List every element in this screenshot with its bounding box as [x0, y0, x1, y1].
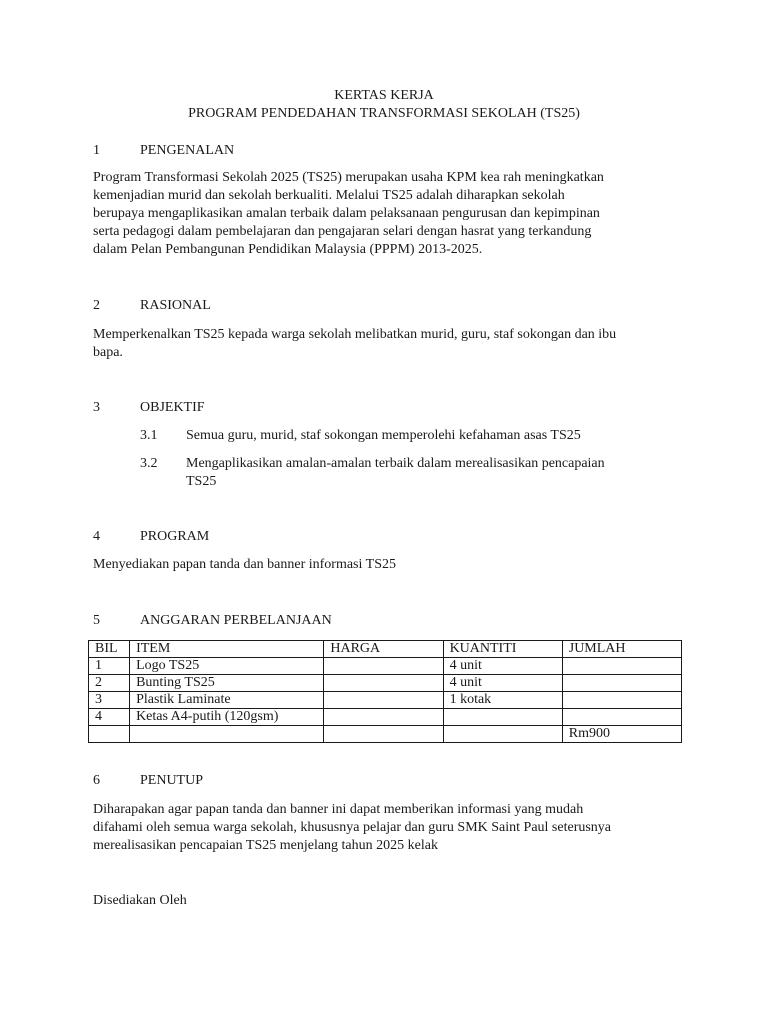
doc-subtitle: PROGRAM PENDEDAHAN TRANSFORMASI SEKOLAH (TS25) — [188, 106, 580, 121]
paragraph-line: berupaya mengaplikasikan amalan terbaik dalam pelaksanaan pengurusan dan kepimpinan — [93, 206, 600, 221]
table-row — [89, 658, 682, 675]
section-number: 2 — [93, 298, 100, 313]
paragraph-line: Menyediakan papan tanda dan banner informasi TS25 — [93, 557, 396, 572]
objective-number: 3.1 — [140, 428, 158, 443]
table-row — [89, 675, 682, 692]
table-cell: 4 unit — [443, 658, 562, 675]
paragraph-line: kemenjadian murid dan sekolah berkualiti. Melalui TS25 adalah diharapkan sekolah — [93, 188, 565, 203]
section-number: 3 — [93, 400, 100, 415]
paragraph-line: dalam Pelan Pembangunan Pendidikan Malaysia (PPPM) 2013-2025. — [93, 242, 483, 257]
table-cell — [443, 726, 562, 743]
paragraph-line: serta pedagogi dalam pembelajaran dan pengajaran selari dengan hasrat yang terkandung — [93, 224, 592, 239]
paragraph-line: Memperkenalkan TS25 kepada warga sekolah melibatkan murid, guru, staf sokongan dan ibu — [93, 327, 617, 342]
table-cell: 4 unit — [443, 675, 562, 692]
table-cell — [562, 692, 681, 709]
section-heading-program: PROGRAM — [140, 529, 210, 544]
table-cell — [324, 709, 443, 726]
table-cell — [130, 726, 324, 743]
table-cell: 4 — [89, 709, 130, 726]
section-heading-intro: PENGENALAN — [140, 143, 235, 158]
paragraph-line: merealisasikan pencapaian TS25 menjelang tahun 2025 kelak — [93, 838, 438, 853]
objective-text: TS25 — [186, 474, 217, 489]
column-header: HARGA — [324, 641, 443, 658]
program-paragraph — [93, 556, 693, 574]
section-number: 4 — [93, 529, 100, 544]
table-row — [89, 692, 682, 709]
intro-paragraph — [93, 169, 693, 259]
table-cell: 2 — [89, 675, 130, 692]
table-cell: Bunting TS25 — [130, 675, 324, 692]
table-total-row — [89, 726, 682, 743]
section-number: 6 — [93, 773, 100, 788]
objective-text: Mengaplikasikan amalan-amalan terbaik dalam merealisasikan pencapaian — [186, 456, 605, 471]
table-cell: 3 — [89, 692, 130, 709]
table-cell — [324, 675, 443, 692]
table-cell: Ketas A4-putih (120gsm) — [130, 709, 324, 726]
rationale-paragraph — [93, 326, 693, 362]
table-cell — [324, 726, 443, 743]
column-header: KUANTITI — [443, 641, 562, 658]
objective-number: 3.2 — [140, 456, 158, 471]
table-row — [89, 709, 682, 726]
table-cell — [324, 658, 443, 675]
column-header: JUMLAH — [562, 641, 681, 658]
table-cell — [443, 709, 562, 726]
doc-title: KERTAS KERJA — [334, 88, 434, 103]
table-header-row — [89, 641, 682, 658]
table-cell — [324, 692, 443, 709]
table-cell — [89, 726, 130, 743]
budget-table — [88, 640, 682, 743]
table-cell — [562, 675, 681, 692]
paragraph-line: difahami oleh semua warga sekolah, khususnya pelajar dan guru SMK Saint Paul seterusnya — [93, 820, 612, 835]
paragraph-line: bapa. — [93, 345, 123, 360]
table-cell: Logo TS25 — [130, 658, 324, 675]
section-heading-closing: PENUTUP — [140, 773, 204, 788]
total-amount: Rm900 — [562, 726, 681, 743]
column-header: BIL — [89, 641, 130, 658]
closing-paragraph — [93, 801, 693, 855]
prepared-by-label: Disediakan Oleh — [93, 893, 187, 908]
table-cell — [562, 658, 681, 675]
table-cell — [562, 709, 681, 726]
table-cell: Plastik Laminate — [130, 692, 324, 709]
table-cell: 1 — [89, 658, 130, 675]
paragraph-line: Program Transformasi Sekolah 2025 (TS25) merupakan usaha KPM kea rah meningkatkan — [93, 170, 604, 185]
section-number: 5 — [93, 613, 100, 628]
section-heading-objectives: OBJEKTIF — [140, 400, 205, 415]
paragraph-line: Diharapakan agar papan tanda dan banner ini dapat memberikan informasi yang mudah — [93, 802, 584, 817]
objective-text: Semua guru, murid, staf sokongan memperolehi kefahaman asas TS25 — [186, 428, 581, 443]
section-heading-rationale: RASIONAL — [140, 298, 211, 313]
column-header: ITEM — [130, 641, 324, 658]
table-cell: 1 kotak — [443, 692, 562, 709]
section-number: 1 — [93, 143, 100, 158]
section-heading-budget: ANGGARAN PERBELANJAAN — [140, 613, 332, 628]
